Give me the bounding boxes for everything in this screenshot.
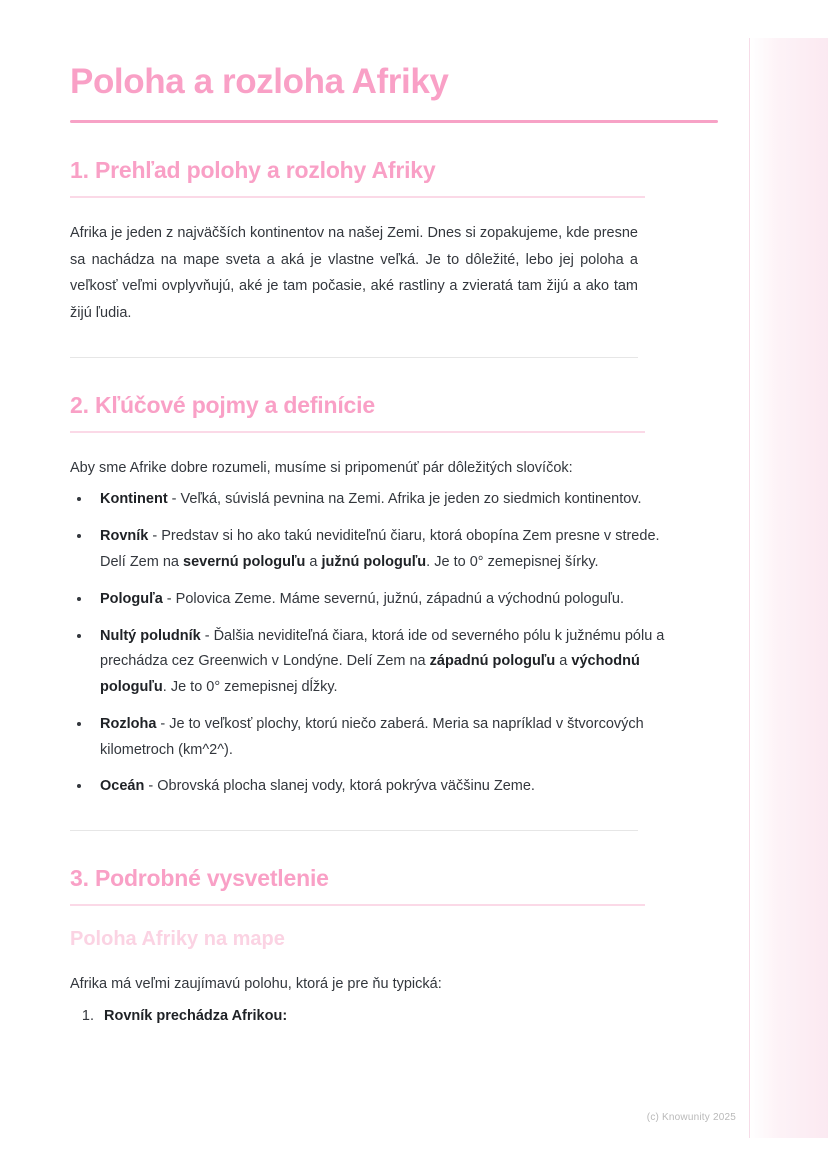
term-tail: . Je to 0° zemepisnej dĺžky. xyxy=(162,679,338,696)
term-emphasis-2: východnú pologuľu xyxy=(100,653,640,696)
page-side-stripe xyxy=(749,38,828,1138)
term-definition: - Obrovská plocha slanej vody, ktorá pokrýva väčšinu Zeme. xyxy=(144,778,535,795)
section-3-paragraph: Afrika má veľmi zaujímavú polohu, ktorá je pre ňu typická: xyxy=(70,975,442,992)
term-emphasis-1: severnú pologuľu xyxy=(183,553,306,570)
term-connector: a xyxy=(305,553,322,570)
page-title: Poloha a rozloha Afriky xyxy=(70,62,449,101)
list-item xyxy=(98,1004,658,1030)
term-label: Oceán xyxy=(100,778,145,795)
section-heading-3: 3. Podrobné vysvetlenie xyxy=(70,865,329,892)
section-divider-1 xyxy=(70,196,645,198)
term-emphasis-2: južnú pologuľu xyxy=(321,553,427,570)
list-item xyxy=(92,487,670,513)
term-label: Pologuľa xyxy=(100,590,163,607)
content-divider-1 xyxy=(70,357,638,358)
ordered-list xyxy=(70,1004,658,1030)
list-item xyxy=(92,587,670,613)
section-heading-2: 2. Kľúčové pojmy a definície xyxy=(70,392,375,418)
ordered-item-label: Rovník prechádza Afrikou: xyxy=(104,1007,288,1024)
list-item xyxy=(92,524,670,576)
copyright-footer: (c) Knowunity 2025 xyxy=(646,1112,736,1123)
term-label: Kontinent xyxy=(100,491,168,508)
list-item xyxy=(92,712,670,764)
term-label: Rozloha xyxy=(100,715,157,732)
title-divider xyxy=(70,120,718,123)
section-divider-2 xyxy=(70,431,645,433)
list-item xyxy=(92,624,670,701)
term-connector: a xyxy=(555,653,572,670)
section-heading-1: 1. Prehľad polohy a rozlohy Afriky xyxy=(70,157,436,184)
section-divider-3 xyxy=(70,904,645,906)
list-item xyxy=(92,774,670,800)
term-label: Rovník xyxy=(100,528,149,545)
content-divider-2 xyxy=(70,830,638,831)
term-label: Nultý poludník xyxy=(100,627,201,644)
section-2-intro: Aby sme Afrike dobre rozumeli, musíme si pripomenúť pár dôležitých slovíčok: xyxy=(70,459,573,476)
section-1-paragraph: Afrika je jeden z najväčších kontinentov na našej Zemi. Dnes si zopakujeme, kde presne sa nachádza na mape sveta a aká je vlastne veľká. Je to dôležité, lebo jej poloha a veľkosť veľmi ovplyvňujú, aké je tam počasie, aké rastliny a zvieratá tam žijú a ako tam žijú ľudia. xyxy=(70,224,638,322)
subsection-heading: Poloha Afriky na mape xyxy=(70,927,285,950)
term-tail: . Je to 0° zemepisnej šírky. xyxy=(426,553,599,570)
term-definition: - Predstav si ho ako takú neviditeľnú čiaru, ktorá obopína Zem presne v strede. Delí Zem na xyxy=(100,528,660,570)
term-emphasis-1: západnú pologuľu xyxy=(429,653,556,670)
term-definition: - Ďalšia neviditeľná čiara, ktorá ide od severného pólu k južnému pólu a prechádza cez Greenwich v Londýne. Delí Zem na xyxy=(100,627,665,670)
term-definition: - Je to veľkosť plochy, ktorú niečo zaberá. Meria sa napríklad v štvorcových kilometroch (km^2^). xyxy=(100,715,644,758)
term-definition: - Polovica Zeme. Máme severnú, južnú, západnú a východnú pologuľu. xyxy=(162,590,625,607)
key-terms-list xyxy=(70,487,670,800)
term-definition: - Veľká, súvislá pevnina na Zemi. Afrika je jeden zo siedmich kontinentov. xyxy=(167,491,642,508)
